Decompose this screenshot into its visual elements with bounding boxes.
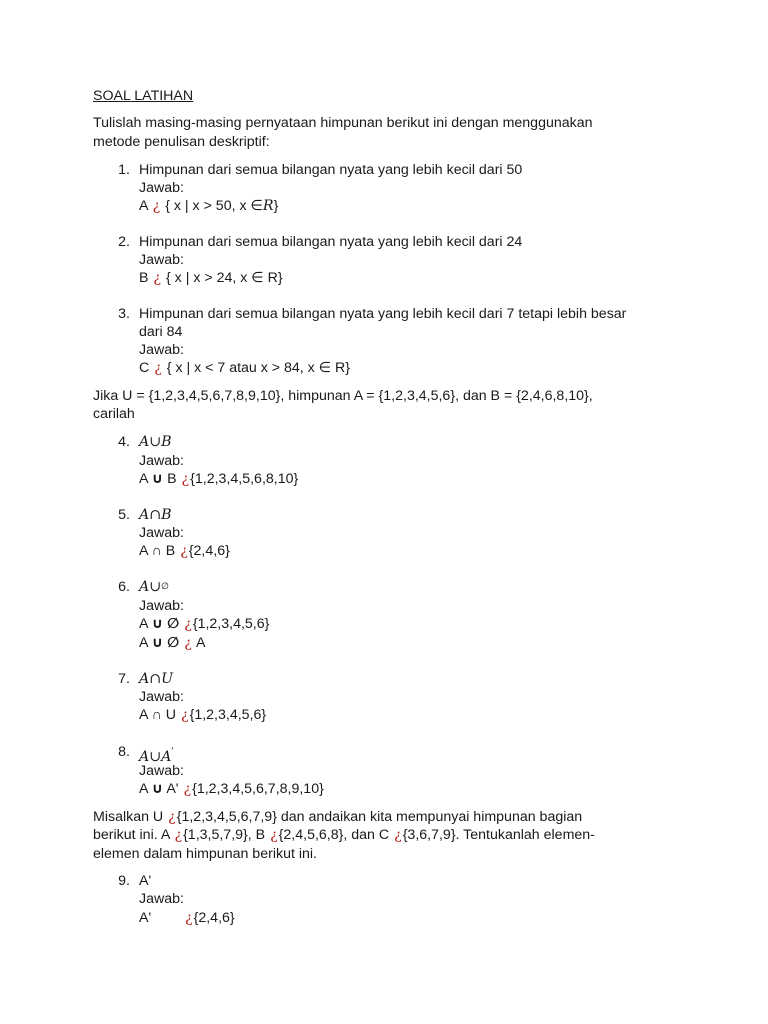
answer-close-brace: }	[273, 198, 279, 214]
question-6-number: 6.	[118, 579, 130, 595]
inverted-question-symbol: ¿	[184, 616, 192, 632]
inverted-question-symbol: ¿	[153, 270, 162, 286]
answer-set-name: A	[139, 198, 148, 214]
answer-set-b: B	[167, 471, 177, 487]
question-2-number: 2.	[118, 234, 130, 250]
answer-set-a: A	[139, 781, 148, 797]
expression-text: A∪A	[139, 749, 172, 765]
question-8-answer	[139, 780, 324, 798]
question-6-answer-2	[139, 634, 205, 652]
question-4-jawab-label: Jawab:	[139, 453, 184, 469]
answer-set-builder: { x | x > 24, x ∈ R}	[165, 270, 283, 286]
section-3-line-2	[93, 826, 595, 844]
answer-set-a: A	[139, 471, 148, 487]
union-operator: ∪	[151, 781, 164, 797]
inverted-question-symbol: ¿	[181, 471, 190, 487]
question-6-expression	[139, 578, 169, 596]
question-2-text: Himpunan dari semua bilangan nyata yang lebih kecil dari 24	[139, 234, 523, 250]
question-5-answer	[139, 542, 230, 560]
inverted-question-symbol: ¿	[180, 543, 188, 559]
section-3-text: {1,2,3,4,5,6,7,9} dan andaikan kita mempunyai himpunan bagian	[176, 809, 583, 825]
section-3-text: {1,3,5,7,9}, B	[183, 827, 266, 843]
section-2-line-1: Jika U = {1,2,3,4,5,6,7,8,9,10}, himpunan A = {1,2,3,4,5,6}, dan B = {2,4,6,8,10},	[93, 388, 593, 404]
answer-set-a: A	[139, 616, 148, 632]
question-1-number: 1.	[118, 162, 130, 178]
question-9-answer-lhs: A'	[139, 910, 152, 926]
answer-result: A	[196, 635, 206, 651]
inverted-question-symbol: ¿	[180, 707, 189, 723]
inverted-question-symbol: ¿	[270, 827, 278, 843]
union-empty-operator: ∪ ∅	[151, 616, 180, 632]
question-1-text: Himpunan dari semua bilangan nyata yang lebih kecil dari 50	[139, 162, 523, 178]
question-9-jawab-label: Jawab:	[139, 891, 184, 907]
answer-lhs: A ∩ U	[139, 707, 177, 723]
question-7-answer	[139, 706, 266, 724]
question-7-number: 7.	[118, 671, 130, 687]
question-3-number: 3.	[118, 306, 130, 322]
question-9-expression: A'	[139, 873, 152, 889]
inverted-question-symbol: ¿	[152, 198, 161, 214]
question-1-jawab-label: Jawab:	[139, 180, 184, 196]
question-3-text-line-2: dari 84	[139, 324, 183, 340]
inverted-question-symbol: ¿	[174, 827, 183, 843]
real-numbers-symbol: R	[262, 198, 274, 214]
question-3-text-line-1: Himpunan dari semua bilangan nyata yang lebih kecil dari 7 tetapi lebih besar	[139, 306, 627, 322]
inverted-question-symbol: ¿	[185, 910, 193, 926]
inverted-question-symbol: ¿	[154, 360, 162, 376]
answer-set-name: B	[139, 270, 149, 286]
answer-result: {2,4,6}	[193, 910, 235, 926]
question-8-jawab-label: Jawab:	[139, 763, 184, 779]
intro-line-1: Tulislah masing-masing pernyataan himpunan berikut ini dengan menggunakan	[93, 115, 593, 131]
empty-set-symbol: ∅	[161, 582, 169, 592]
answer-set-builder: { x | x > 50, x ∈	[165, 198, 263, 214]
question-5-number: 5.	[118, 507, 130, 523]
answer-set-name: C	[139, 360, 150, 376]
answer-result: {1,2,3,4,5,6}	[192, 616, 270, 632]
page-title: SOAL LATIHAN	[93, 88, 194, 104]
intro-line-2: metode penulisan deskriptif:	[93, 134, 270, 150]
inverted-question-symbol: ¿	[183, 781, 192, 797]
section-3-text: {2,4,5,6,8}, dan C	[278, 827, 390, 843]
question-5-jawab-label: Jawab:	[139, 525, 184, 541]
answer-lhs: A ∩ B	[139, 543, 176, 559]
question-4-expression: A∪B	[139, 434, 172, 450]
question-4-number: 4.	[118, 434, 130, 450]
answer-result: {1,2,3,4,5,6,7,8,9,10}	[192, 781, 324, 797]
question-2-jawab-label: Jawab:	[139, 252, 184, 268]
question-1-answer	[139, 197, 278, 215]
union-empty-operator: ∪ ∅	[151, 635, 180, 651]
section-2-line-2: carilah	[93, 406, 135, 422]
answer-result: {2,4,6}	[188, 543, 230, 559]
question-9-number: 9.	[118, 873, 130, 889]
section-3-text: berikut ini. A	[93, 827, 170, 843]
answer-result: {1,2,3,4,5,6}	[189, 707, 267, 723]
question-7-expression: A∩U	[139, 671, 174, 687]
answer-set-a: A	[139, 635, 148, 651]
question-3-jawab-label: Jawab:	[139, 342, 184, 358]
question-9-answer-rhs	[184, 909, 235, 927]
expression-text: A∪	[139, 579, 162, 595]
inverted-question-symbol: ¿	[184, 635, 192, 651]
question-8-number: 8.	[118, 744, 130, 760]
question-4-answer	[139, 470, 298, 488]
section-3-text: {3,6,7,9}. Tentukanlah elemen-	[402, 827, 595, 843]
question-3-answer	[139, 359, 350, 377]
answer-result: {1,2,3,4,5,6,8,10}	[190, 471, 299, 487]
question-7-jawab-label: Jawab:	[139, 689, 184, 705]
section-3-line-1	[93, 808, 582, 826]
prime-symbol: '	[171, 747, 174, 757]
question-2-answer	[139, 269, 283, 287]
question-6-answer-1	[139, 615, 269, 633]
answer-set-a-complement: A'	[166, 781, 179, 797]
inverted-question-symbol: ¿	[394, 827, 402, 843]
question-5-expression: A∩B	[139, 507, 172, 523]
inverted-question-symbol: ¿	[168, 809, 176, 825]
section-3-line-3: elemen dalam himpunan berikut ini.	[93, 846, 317, 862]
answer-set-builder: { x | x < 7 atau x > 84, x ∈ R}	[166, 360, 351, 376]
question-6-jawab-label: Jawab:	[139, 598, 184, 614]
section-3-text: Misalkan U	[93, 809, 164, 825]
union-operator: ∪	[151, 471, 164, 487]
